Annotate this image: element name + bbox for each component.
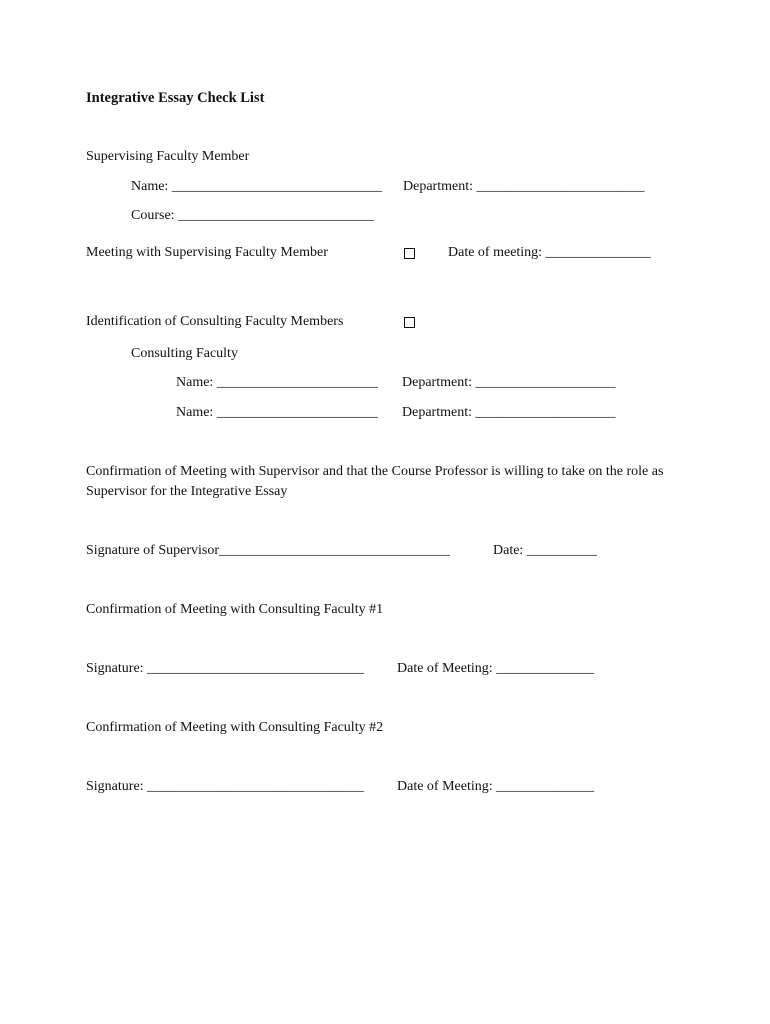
supervisor-name-field[interactable]: Name: ______________________________ <box>131 179 382 194</box>
consulting-checkbox[interactable] <box>404 317 415 328</box>
consulting-1-signature-field[interactable]: Signature: _______________________________ <box>86 661 365 676</box>
meeting-label: Meeting with Supervising Faculty Member <box>86 245 328 260</box>
supervisor-signature-date-field[interactable]: Date: __________ <box>493 543 597 558</box>
consulting-label: Identification of Consulting Faculty Members <box>86 314 344 329</box>
supervisor-department-field[interactable]: Department: ________________________ <box>403 179 645 194</box>
consulting-1-date-field[interactable]: Date of Meeting: ______________ <box>397 661 595 676</box>
consulting-2-signature-field[interactable]: Signature: _______________________________ <box>86 779 365 794</box>
consulting-department-field-1[interactable]: Department: ____________________ <box>402 375 616 390</box>
consulting-subheading: Consulting Faculty <box>131 346 238 361</box>
meeting-date-field[interactable]: Date of meeting: _______________ <box>448 245 651 260</box>
meeting-checkbox[interactable] <box>404 248 415 259</box>
supervisor-course-field[interactable]: Course: ____________________________ <box>131 208 375 223</box>
consulting-1-confirmation-label: Confirmation of Meeting with Consulting Faculty #1 <box>86 602 384 617</box>
consulting-name-field-1[interactable]: Name: _______________________ <box>176 375 378 390</box>
consulting-2-date-field[interactable]: Date of Meeting: ______________ <box>397 779 595 794</box>
page-title: Integrative Essay Check List <box>86 90 265 106</box>
supervising-heading: Supervising Faculty Member <box>86 149 250 164</box>
supervisor-signature-field[interactable]: Signature of Supervisor_________________________________ <box>86 543 450 558</box>
supervisor-confirmation-text: Confirmation of Meeting with Supervisor and that the Course Professor is willing to take on the role as Supervisor for the Integrative Essay <box>86 464 664 499</box>
consulting-name-field-2[interactable]: Name: _______________________ <box>176 405 378 420</box>
consulting-department-field-2[interactable]: Department: ____________________ <box>402 405 616 420</box>
consulting-2-confirmation-label: Confirmation of Meeting with Consulting Faculty #2 <box>86 720 384 735</box>
